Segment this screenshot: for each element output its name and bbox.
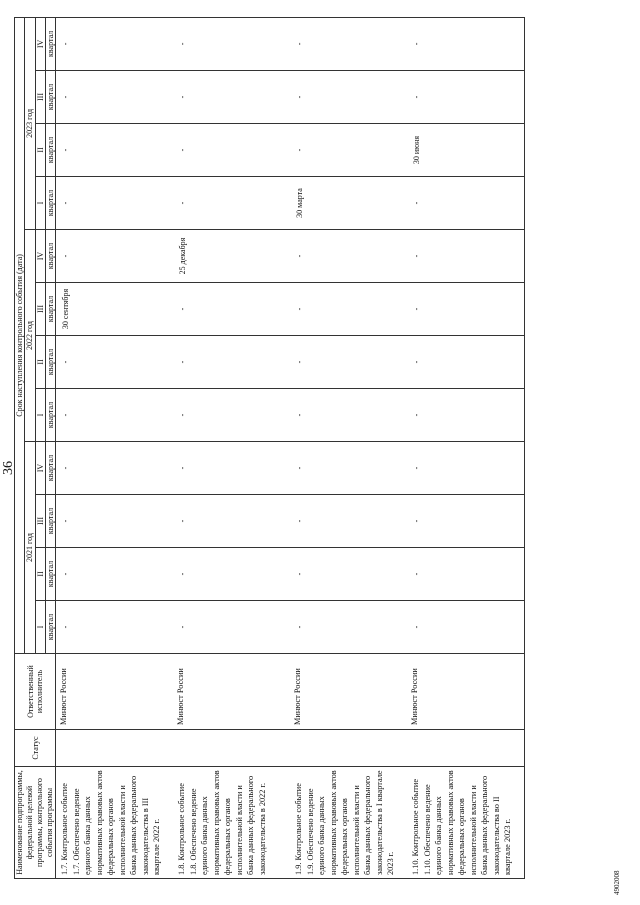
header-quarter-word: квартал bbox=[45, 442, 55, 495]
header-quarter-word: квартал bbox=[45, 548, 55, 601]
deadline-cell: - bbox=[407, 17, 525, 70]
status-cell bbox=[407, 730, 525, 767]
deadline-cell: - bbox=[56, 389, 174, 442]
deadline-cell: - bbox=[407, 283, 525, 336]
header-quarter-numeral: IV bbox=[35, 17, 45, 70]
page-number: 36 bbox=[1, 461, 16, 475]
deadline-cell: - bbox=[407, 230, 525, 283]
event-name-cell: 1.9. Контрольное событие 1.9. Обеспечено ведение единого банка данных нормативных правовых актов федеральных органов исполнительной власти и банка данных федерального законодательства в I квартале 2023 г. bbox=[290, 767, 407, 879]
event-name-cell: 1.7. Контрольное событие 1.7. Обеспечено ведение единого банка данных нормативных правовых актов федеральных органов исполнительной власти и банка данных федерального законодательства в III квартале 2022 г. bbox=[56, 767, 174, 879]
header-quarter-numeral: I bbox=[35, 601, 45, 654]
deadline-cell: - bbox=[407, 601, 525, 654]
header-quarter-word: квартал bbox=[45, 389, 55, 442]
executor-cell: Минюст России bbox=[407, 654, 525, 730]
deadline-cell: - bbox=[56, 177, 174, 230]
deadline-cell: - bbox=[173, 495, 290, 548]
deadline-cell: - bbox=[56, 601, 174, 654]
header-quarter-numeral: I bbox=[35, 389, 45, 442]
deadline-cell: - bbox=[407, 177, 525, 230]
deadline-cell: - bbox=[56, 336, 174, 389]
header-deadline: Срок наступления контрольного события (дата) bbox=[15, 17, 25, 653]
header-quarter-word: квартал bbox=[45, 71, 55, 124]
deadline-cell: - bbox=[56, 124, 174, 177]
deadline-cell: - bbox=[290, 442, 407, 495]
deadline-cell: - bbox=[407, 71, 525, 124]
control-events-table bbox=[14, 17, 525, 879]
deadline-cell: - bbox=[290, 124, 407, 177]
header-name: Наименование подпрограммы, федеральной целевой программы, контрольного события программы bbox=[15, 767, 56, 879]
header-quarter-numeral: II bbox=[35, 548, 45, 601]
deadline-cell: - bbox=[56, 548, 174, 601]
deadline-cell: - bbox=[56, 71, 174, 124]
executor-cell: Минюст России bbox=[56, 654, 174, 730]
header-quarter-word: квартал bbox=[45, 495, 55, 548]
deadline-cell: - bbox=[173, 71, 290, 124]
executor-cell: Минюст России bbox=[173, 654, 290, 730]
deadline-cell: - bbox=[173, 442, 290, 495]
deadline-cell: - bbox=[56, 230, 174, 283]
header-quarter-word: квартал bbox=[45, 124, 55, 177]
executor-cell: Минюст России bbox=[290, 654, 407, 730]
header-quarter-numeral: II bbox=[35, 124, 45, 177]
table-row bbox=[56, 17, 174, 878]
deadline-cell: - bbox=[290, 283, 407, 336]
header-quarter-word: квартал bbox=[45, 283, 55, 336]
table-row bbox=[173, 17, 290, 878]
deadline-cell: - bbox=[173, 17, 290, 70]
deadline-cell: - bbox=[56, 495, 174, 548]
deadline-cell: - bbox=[290, 601, 407, 654]
deadline-cell: - bbox=[290, 336, 407, 389]
header-executor: Ответственный исполнитель bbox=[15, 654, 56, 730]
document-id: 4902008 bbox=[613, 870, 621, 895]
event-name-cell: 1.8. Контрольное событие 1.8. Обеспечено ведение единого банка данных нормативных правовых актов федеральных органов исполнительной власти и банка данных федерального законодательства в 2022 г. bbox=[173, 767, 290, 879]
deadline-cell: - bbox=[173, 283, 290, 336]
deadline-cell: - bbox=[173, 124, 290, 177]
deadline-cell: - bbox=[173, 336, 290, 389]
deadline-cell: - bbox=[173, 177, 290, 230]
header-quarter-numeral: III bbox=[35, 283, 45, 336]
status-cell bbox=[56, 730, 174, 767]
table-row bbox=[407, 17, 525, 878]
deadline-cell: - bbox=[173, 389, 290, 442]
deadline-cell: - bbox=[56, 17, 174, 70]
status-cell bbox=[290, 730, 407, 767]
header-status: Статус bbox=[15, 730, 56, 767]
deadline-cell: - bbox=[290, 548, 407, 601]
deadline-cell: 25 декабря bbox=[173, 230, 290, 283]
table-row bbox=[290, 17, 407, 878]
deadline-cell: - bbox=[407, 442, 525, 495]
header-quarter-numeral: III bbox=[35, 495, 45, 548]
header-quarter-numeral: I bbox=[35, 177, 45, 230]
deadline-cell: - bbox=[290, 389, 407, 442]
deadline-cell: - bbox=[290, 230, 407, 283]
header-quarter-numeral: II bbox=[35, 336, 45, 389]
deadline-cell: - bbox=[407, 336, 525, 389]
deadline-cell: - bbox=[407, 389, 525, 442]
deadline-cell: - bbox=[173, 548, 290, 601]
deadline-cell: - bbox=[407, 548, 525, 601]
deadline-cell: - bbox=[173, 601, 290, 654]
header-quarter-word: квартал bbox=[45, 336, 55, 389]
header-year-2023: 2023 год bbox=[25, 17, 35, 229]
header-quarter-numeral: III bbox=[35, 71, 45, 124]
deadline-cell: - bbox=[407, 495, 525, 548]
header-year-2021: 2021 год bbox=[25, 442, 35, 654]
event-name-cell: 1.10. Контрольное событие 1.10. Обеспечено ведение единого банка данных нормативных правовых актов федеральных органов исполнительной власти и банка данных федерального законодательства во II квартале 2023 г. bbox=[407, 767, 525, 879]
status-cell bbox=[173, 730, 290, 767]
header-quarter-word: квартал bbox=[45, 17, 55, 70]
header-year-2022: 2022 год bbox=[25, 230, 35, 442]
deadline-cell: 30 июня bbox=[407, 124, 525, 177]
header-quarter-word: квартал bbox=[45, 177, 55, 230]
deadline-cell: - bbox=[290, 71, 407, 124]
header-quarter-word: квартал bbox=[45, 601, 55, 654]
deadline-cell: - bbox=[290, 17, 407, 70]
deadline-cell: 30 сентября bbox=[56, 283, 174, 336]
header-quarter-numeral: IV bbox=[35, 442, 45, 495]
deadline-cell: 30 марта bbox=[290, 177, 407, 230]
deadline-cell: - bbox=[56, 442, 174, 495]
header-quarter-word: квартал bbox=[45, 230, 55, 283]
deadline-cell: - bbox=[290, 495, 407, 548]
header-quarter-numeral: IV bbox=[35, 230, 45, 283]
